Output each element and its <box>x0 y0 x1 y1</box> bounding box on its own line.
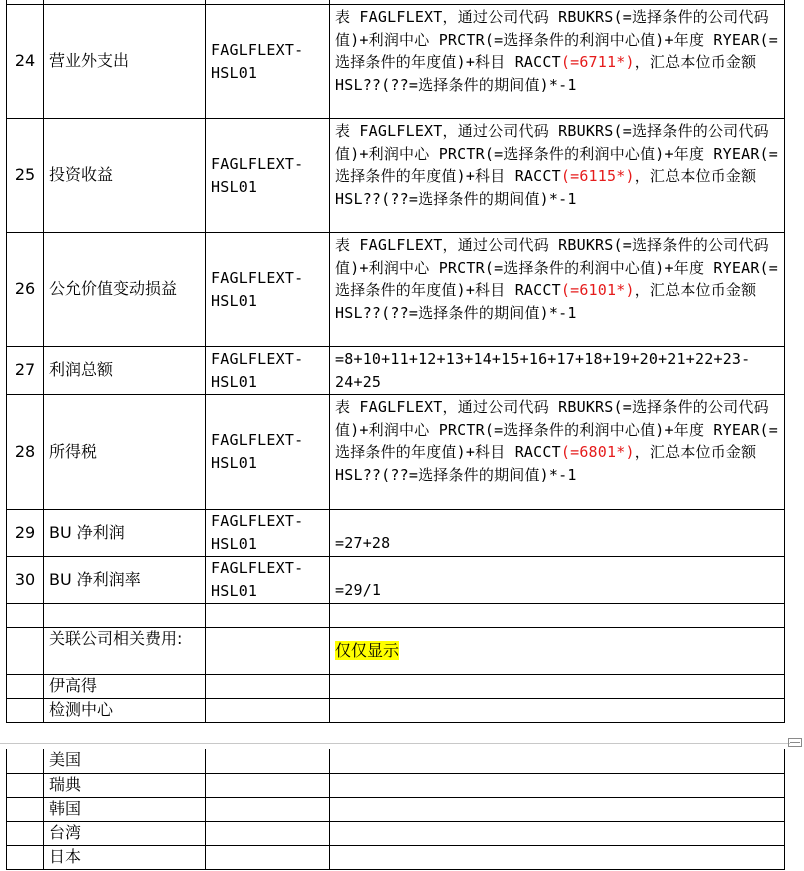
row-number: 24 <box>7 5 44 119</box>
table-row <box>7 395 785 510</box>
page-break-marker-icon <box>788 738 802 747</box>
account-code: (=6711*) <box>560 53 635 72</box>
calc-rule <box>330 119 785 233</box>
related-company-row <box>7 845 785 869</box>
calc-rule-text: 表 FAGLFLEXT，通过公司代码 RBUKRS(=选择条件的公司代码值)+利润中心 PRCTR(=选择条件的利润中心值)+年度 RYEAR(=选择条件的年度值)+科目 RACCT <box>335 236 779 300</box>
item-name: 公允价值变动损益 <box>44 233 206 347</box>
calc-rule-suffix: ，汇总本位币金额 HSL??(??=选择条件的期间值)*-1 <box>335 53 757 94</box>
row-number: 29 <box>7 510 44 557</box>
calc-rule <box>330 5 785 119</box>
related-company-row <box>7 749 785 773</box>
table-row <box>7 233 785 347</box>
related-companies-header-row <box>7 628 785 675</box>
row-number: 26 <box>7 233 44 347</box>
item-name: 所得税 <box>44 395 206 510</box>
source-field: FAGLFLEXT-HSL01 <box>206 510 330 557</box>
calc-rule <box>330 347 785 395</box>
item-name: 投资收益 <box>44 119 206 233</box>
item-name: 营业外支出 <box>44 5 206 119</box>
row-number: 28 <box>7 395 44 510</box>
item-name: BU 净利润率 <box>44 557 206 604</box>
table-row <box>7 510 785 557</box>
related-company-name: 伊高得 <box>44 675 206 699</box>
related-companies-label: 关联公司相关费用: <box>44 628 206 675</box>
item-name: 利润总额 <box>44 347 206 395</box>
calc-rule-text: 表 FAGLFLEXT，通过公司代码 RBUKRS(=选择条件的公司代码值)+利润中心 PRCTR(=选择条件的利润中心值)+年度 RYEAR(=选择条件的年度值)+科目 RACCT <box>335 398 779 462</box>
related-company-row <box>7 699 785 723</box>
source-field: FAGLFLEXT-HSL01 <box>206 347 330 395</box>
calc-rule-suffix: ，汇总本位币金额 HSL??(??=选择条件的期间值)*-1 <box>335 443 757 484</box>
source-field: FAGLFLEXT-HSL01 <box>206 5 330 119</box>
source-field: FAGLFLEXT-HSL01 <box>206 557 330 604</box>
item-name: BU 净利润 <box>44 510 206 557</box>
related-company-row <box>7 797 785 821</box>
formula: =27+28 <box>330 510 785 557</box>
related-company-name: 日本 <box>44 845 206 869</box>
related-company-row <box>7 821 785 845</box>
row-number: 27 <box>7 347 44 395</box>
calc-rule <box>330 395 785 510</box>
account-code: (=6115*) <box>560 167 635 186</box>
empty-row <box>7 604 785 628</box>
table-row <box>7 557 785 604</box>
source-field: FAGLFLEXT-HSL01 <box>206 233 330 347</box>
row-number: 25 <box>7 119 44 233</box>
related-company-name: 检测中心 <box>44 699 206 723</box>
calc-rule-suffix: ，汇总本位币金额 HSL??(??=选择条件的期间值)*-1 <box>335 167 757 208</box>
source-field: FAGLFLEXT-HSL01 <box>206 395 330 510</box>
calc-rule-text: 表 FAGLFLEXT，通过公司代码 RBUKRS(=选择条件的公司代码值)+利润中心 PRCTR(=选择条件的利润中心值)+年度 RYEAR(=选择条件的年度值)+科目 RACCT <box>335 8 779 72</box>
related-company-name: 台湾 <box>44 821 206 845</box>
formula: =8+10+11+12+13+14+15+16+17+18+19+20+21+22+23-24+25 <box>335 350 751 391</box>
related-company-name: 韩国 <box>44 797 206 821</box>
table-row <box>7 119 785 233</box>
calc-rule-suffix: ，汇总本位币金额 HSL??(??=选择条件的期间值)*-1 <box>335 281 757 322</box>
page-break-line <box>0 743 790 744</box>
display-only-note: 仅仅显示 <box>335 640 400 660</box>
related-company-row <box>7 773 785 797</box>
report-table-page-2 <box>6 749 785 870</box>
formula: =29/1 <box>330 557 785 604</box>
related-company-name: 瑞典 <box>44 773 206 797</box>
table-row <box>7 5 785 119</box>
account-code: (=6101*) <box>560 281 635 300</box>
calc-rule-text: 表 FAGLFLEXT，通过公司代码 RBUKRS(=选择条件的公司代码值)+利润中心 PRCTR(=选择条件的利润中心值)+年度 RYEAR(=选择条件的年度值)+科目 RACCT <box>335 122 779 186</box>
row-number: 30 <box>7 557 44 604</box>
table-row <box>7 347 785 395</box>
calc-rule <box>330 233 785 347</box>
related-company-name: 美国 <box>44 749 206 773</box>
related-company-row <box>7 675 785 699</box>
source-field: FAGLFLEXT-HSL01 <box>206 119 330 233</box>
account-code: (=6801*) <box>560 443 635 462</box>
report-table-page-1 <box>6 0 785 723</box>
